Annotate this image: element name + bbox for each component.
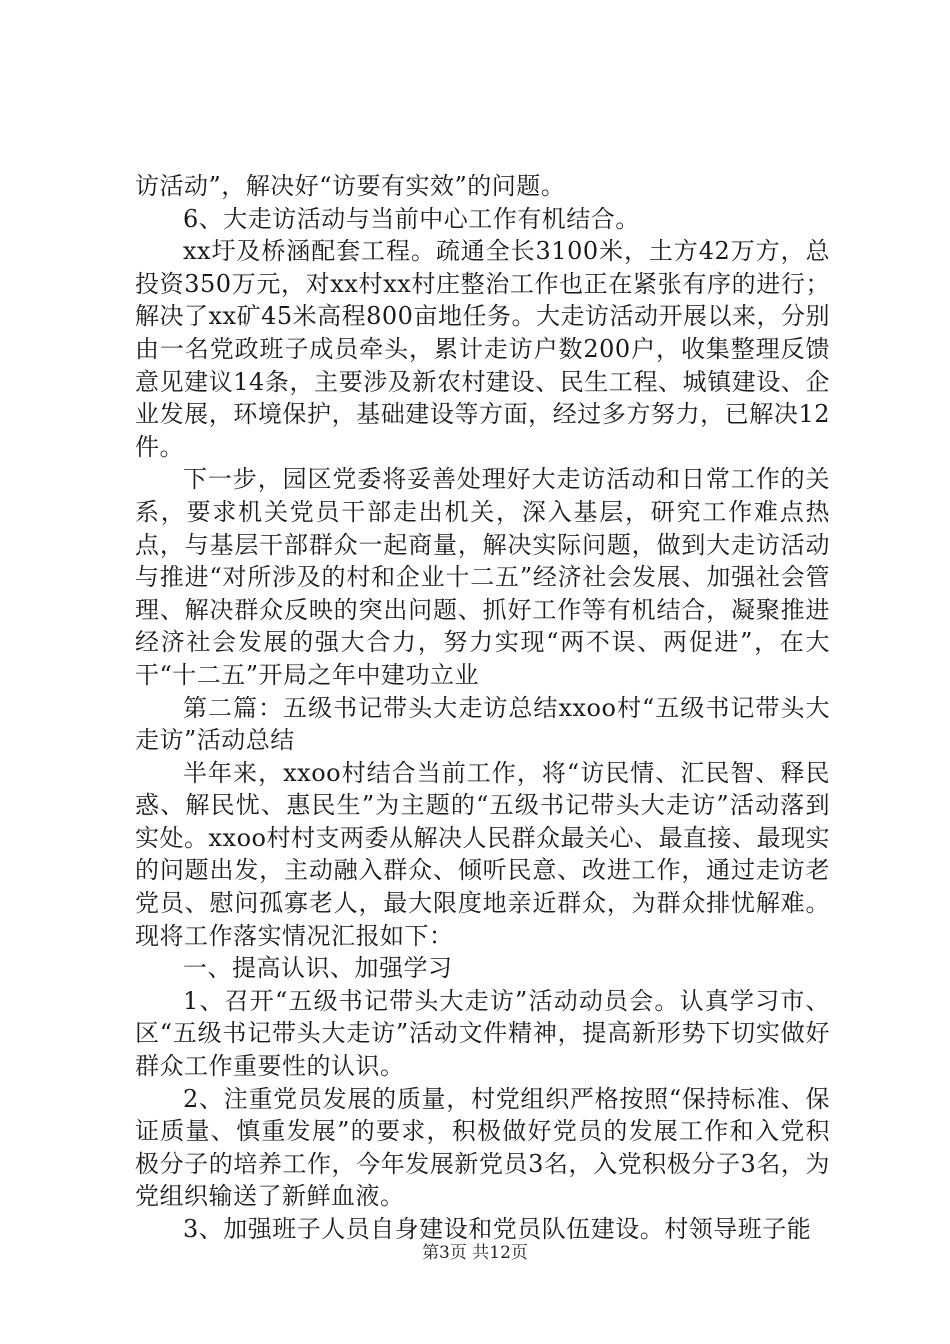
page-number-footer: 第3页 共12页 xyxy=(422,1243,528,1263)
paragraph-9: 2、注重党员发展的质量，村党组织严格按照“保持标准、保证质量、慎重发展”的要求，积极做好党员的发展工作和入党积极分子的培养工作，今年发展新党员3名，入党积极分子3名，为党组织输送了新鲜血液。 xyxy=(135,1084,830,1211)
paragraph-1: 访活动”，解决好“访要有实效”的问题。 xyxy=(135,172,566,200)
section-heading-part-two: 第二篇：五级书记带头大走访总结xxoo村“五级书记带头大走访”活动总结 xyxy=(135,693,830,755)
paragraph-4: 下一步，园区党委将妥善处理好大走访活动和日常工作的关系，要求机关党员干部走出机关，深入基层，研究工作难点热点，与基层干部群众一起商量，解决实际问题，做到大走访活动与推进“对所涉及的村和企业十二五”经济社会发展、加强社会管理、解决群众反映的突出问题、抓好工作等有机结合，凝聚推进经济社会发展的强大合力，努力实现“两不误、两促进”，在大干“十二五”开局之年中建功立业 xyxy=(135,465,830,689)
paragraph-10: 3、加强班子人员自身建设和党员队伍建设。村领导班子能 xyxy=(183,1215,812,1243)
paragraph-3: xx圩及桥涵配套工程。疏通全长3100米，土方42万方，总投资350万元，对xx村xx村庄整治工作也正在紧张有序的进行；解决了xx矿45米高程800亩地任务。大走访活动开展以来，分别由一名党政班子成员牵头，累计走访户数200户，收集整理反馈意见建议14条，主要涉及新农村建设、民生工程、城镇建设、企业发展，环境保护，基础建设等方面，经过多方努力，已解决12件。 xyxy=(135,237,830,461)
paragraph-8: 1、召开“五级书记带头大走访”活动动员会。认真学习市、区“五级书记带头大走访”活动文件精神，提高新形势下切实做好群众工作重要性的认识。 xyxy=(135,986,830,1081)
subheading-one: 一、提高认识、加强学习 xyxy=(183,954,453,983)
paragraph-2: 6、大走访活动与当前中心工作有机结合。 xyxy=(183,204,640,233)
document-body xyxy=(135,170,830,1246)
paragraph-6: 半年来，xxoo村结合当前工作，将“访民情、汇民智、释民惑、解民忧、惠民生”为主题的“五级书记带头大走访”活动落到实处。xxoo村村支两委从解决人民群众最关心、最直接、最现实的问题出发，主动融入群众、倾听民意、改进工作，通过走访老党员、慰问孤寡老人，最大限度地亲近群众，为群众排忧解难。现将工作落实情况汇报如下： xyxy=(135,758,830,950)
